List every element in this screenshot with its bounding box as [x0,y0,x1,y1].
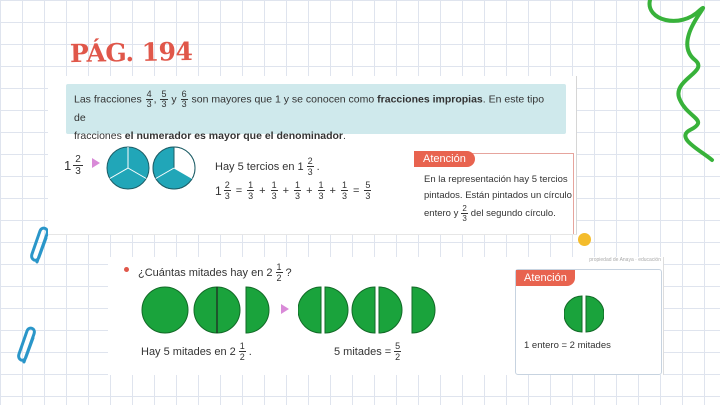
fraction-term: $\frac{1}{3}$ [341,180,347,201]
plus-sign: + [329,184,336,197]
full-circle-thirds [107,147,149,189]
attention-label: Atención [516,270,575,286]
definition-box: Las fracciones $\frac{4}{3}$ , $\frac{5}{3}$ y $\frac{6}{3}$ son mayores que 1 y se conocen como fracciones impropias. En este tipo de fracciones el numerador es mayor que el denominador. [66,84,566,134]
credit-text: propiedad de Anaya · educación [589,257,661,263]
halves-circles-left [140,285,270,335]
halves-statement: Hay 5 mitades en 2 $\frac{1}{2}$ . [141,341,252,362]
halves-circles-right [298,285,438,335]
sum-equation: 1 $\frac{2}{3}$ = $\frac{1}{3}$ + $\frac{1}{3}$ + $\frac{1}{3}$ + $\frac{1}{3}$ + $\frac{1}{3}$ = $\frac{5}{3}$ [215,180,371,201]
attention-box [515,269,662,375]
attention-note: En la representación hay 5 tercios pintados. Están pintados un círculo entero y 2 3 del segundo círculo. [424,174,572,223]
bullet-icon [124,267,129,272]
partial-circle-thirds [153,147,195,189]
fraction: $\frac{6}{3}$ [181,89,187,109]
halves-equation: 5 mitades = $\frac{5}{2}$ [334,341,401,362]
bold-rule: el numerador es mayor que el denominador [124,130,344,142]
mixed-number: 1 $\frac{2}{3}$ [64,154,81,177]
fraction: $\frac{5}{3}$ [161,89,167,109]
yellow-dot [578,233,591,246]
whole-circle [142,287,188,333]
plus-sign: + [306,184,313,197]
plus-sign: + [259,184,266,197]
thirds-statement: Hay 5 tercios en 1 $\frac{2}{3}$ . [215,156,320,177]
fraction: $\frac{4}{3}$ [146,89,152,109]
thirds-circles [106,146,198,192]
arrow-icon [281,304,289,314]
halves-exercise-card [108,257,664,375]
arrow-icon [92,158,100,168]
fraction-term: $\frac{1}{3}$ [248,180,254,201]
bold-term: fracciones impropias [377,93,483,106]
attention-label: Atención [414,151,475,167]
definition-text: Las fracciones [74,93,142,106]
fraction-term: $\frac{1}{3}$ [271,180,277,201]
attention-caption: 1 entero = 2 mitades [524,340,611,351]
fraction-term: $\frac{1}{3}$ [295,180,301,201]
fractions-lesson-card [48,76,577,235]
question: ¿Cuántas mitades hay en 2 $\frac{1}{2}$ ? [138,262,292,283]
fraction-term: $\frac{1}{3}$ [318,180,324,201]
squiggle-decoration [640,0,720,170]
halved-circle-example [564,294,604,334]
page-title: PÁG. 194 [69,36,193,69]
half-circle [246,287,269,333]
plus-sign: + [282,184,290,197]
paperclip-icon [14,322,44,372]
